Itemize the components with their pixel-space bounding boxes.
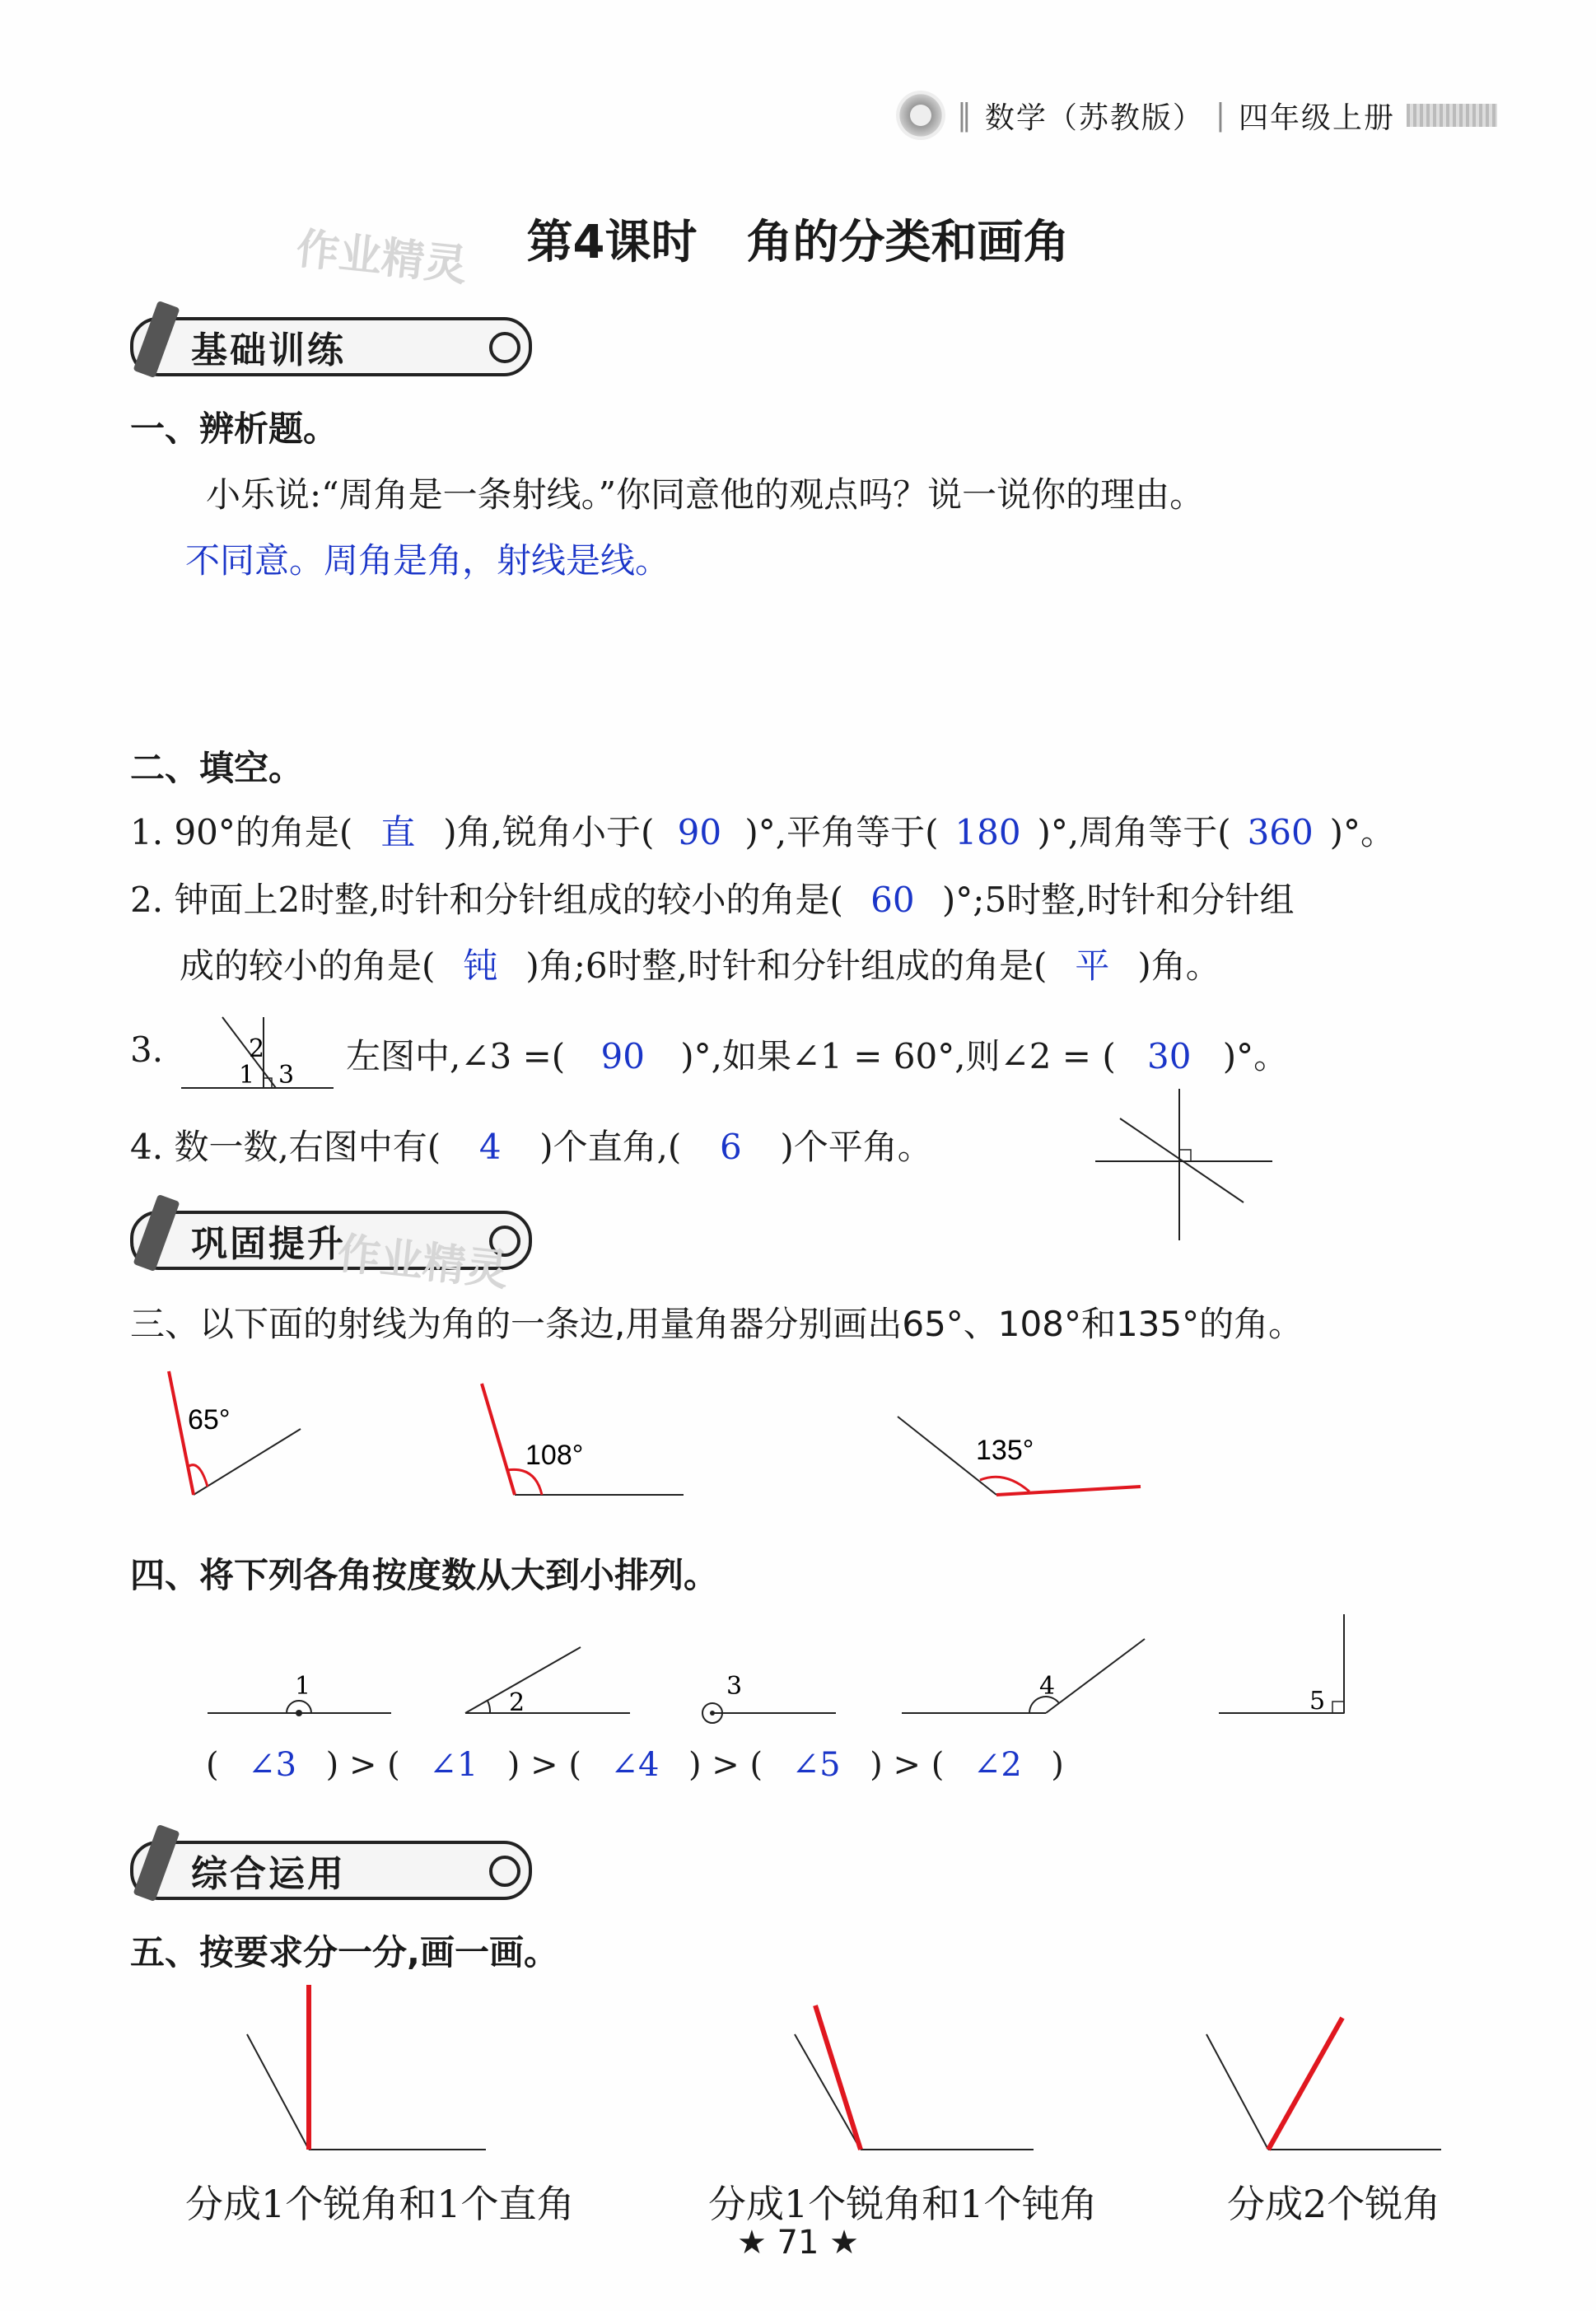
pencil-icon [133, 1194, 180, 1272]
paren: ( [749, 1746, 763, 1784]
gt-sign: > [893, 1746, 921, 1784]
drawn-ray [482, 1384, 515, 1495]
item-number: 4. [130, 1127, 164, 1167]
text: 左图中,∠3 =( [346, 1036, 566, 1076]
answer-blank: ∠1 [429, 1746, 478, 1784]
q1-heading: 一、辨析题。 [130, 409, 338, 449]
angle-label: 1 [239, 1061, 255, 1090]
angle-label: 65° [188, 1404, 231, 1436]
header-divider: ‖ [956, 98, 973, 133]
paren: ) [325, 1746, 339, 1784]
gt-sign: > [530, 1746, 558, 1784]
ring-icon [489, 332, 520, 363]
answer-blank: 30 [1147, 1036, 1192, 1076]
text: )个平角。 [780, 1127, 932, 1167]
text: )°,如果∠1 = 60°,则∠2 = ( [680, 1036, 1116, 1076]
answer-blank: 180 [954, 812, 1021, 852]
angle-label: 3 [278, 1061, 295, 1090]
header-grade: 四年级上册 [1238, 100, 1395, 135]
pencil-icon [133, 1824, 180, 1902]
answer-blank: 直 [380, 812, 416, 852]
paren: ( [206, 1746, 219, 1784]
text: )角。 [1137, 945, 1220, 986]
answer-blank: ∠5 [791, 1746, 841, 1784]
q1-answer: 不同意。周角是角，射线是线。 [185, 540, 670, 581]
angle-label: 2 [509, 1688, 525, 1717]
gt-sign: > [348, 1746, 377, 1784]
answer-blank: 60 [870, 880, 915, 920]
vertex-dot [710, 1711, 715, 1716]
answer-blank: ∠4 [610, 1746, 660, 1784]
answer-blank: 平 [1075, 945, 1110, 986]
page-title [0, 206, 1596, 272]
angle-label: 135° [976, 1435, 1034, 1466]
q2-item2-line2 [180, 939, 1220, 988]
lesson-topic: 角的分类和画角 [746, 216, 1070, 269]
figure-line [1046, 1639, 1145, 1713]
watermark: 作业精灵 [334, 1229, 511, 1296]
given-ray [194, 1429, 301, 1495]
q4-heading: 四、将下列各角按度数从大到小排列。 [130, 1555, 719, 1595]
text: )°,平角等于( [744, 812, 939, 852]
q3-figures [132, 1355, 1244, 1520]
text: 成的较小的角是( [180, 945, 436, 986]
text: )°;5时整,时针和分针组 [941, 880, 1295, 920]
paren: ( [387, 1746, 400, 1784]
angle-label: 3 [726, 1672, 743, 1701]
gt-sign: > [712, 1746, 740, 1784]
drawn-ray [815, 2005, 861, 2150]
angle-label: 108° [525, 1440, 584, 1471]
q1-question: 小乐说:“周角是一条射线。”你同意他的观点吗？说一说你的理由。 [206, 474, 1205, 515]
drawn-ray [996, 1487, 1141, 1495]
right-angle-mark [1332, 1702, 1344, 1713]
text: 90°的角是( [174, 812, 353, 852]
text: )个直角,( [539, 1127, 682, 1167]
q5-caption-3: 分成2个锐角 [1227, 2182, 1441, 2226]
q2-item2-line1 [130, 873, 1295, 922]
sun-logo-icon [896, 91, 945, 140]
header-bar [1407, 104, 1497, 127]
q4-order-row [206, 1746, 1064, 1784]
q5-figures [239, 1977, 1474, 2174]
text: 钟面上2时整,时针和分针组成的较小的角是( [174, 880, 843, 920]
angle-arc [980, 1477, 1029, 1492]
paren: ) [688, 1746, 702, 1784]
text: )角;6时整,时针和分针组成的角是( [525, 945, 1048, 986]
item-number: 2. [130, 880, 164, 920]
q2-item1 [130, 805, 1395, 855]
page-header [896, 91, 1497, 140]
text: )°,周角等于( [1037, 812, 1231, 852]
angle-label: 4 [1039, 1672, 1056, 1701]
paren: ( [931, 1746, 945, 1784]
given-ray [247, 2034, 309, 2150]
lesson-number: 第4课时 [526, 216, 698, 269]
paren: ) [1051, 1746, 1064, 1784]
header-subject: 数学（苏教版） [984, 100, 1204, 135]
header-divider: | [1215, 98, 1227, 133]
q2-heading: 二、填空。 [130, 748, 304, 788]
q2-item3-text [346, 1029, 1288, 1079]
section-banner-apply [130, 1841, 532, 1900]
q2-item4-figure [1087, 1087, 1276, 1244]
vertex-dot [296, 1710, 302, 1716]
item-number: 1. [130, 812, 164, 852]
q2-item3-figure [173, 1009, 338, 1091]
text: 数一数,右图中有( [174, 1127, 441, 1167]
section-title: 基础训练 [191, 329, 346, 371]
answer-blank: 360 [1247, 812, 1314, 852]
answer-blank: 4 [478, 1127, 502, 1167]
q3-heading: 三、以下面的射线为角的一条边,用量角器分别画出65°、108°和135°的角。 [130, 1304, 1304, 1344]
section-banner-basic [130, 317, 532, 376]
watermark: 作业精灵 [293, 224, 470, 292]
drawn-ray [1268, 2018, 1342, 2150]
answer-blank: ∠3 [248, 1746, 297, 1784]
q5-heading: 五、按要求分一分,画一画。 [130, 1932, 558, 1973]
answer-blank: 6 [719, 1127, 742, 1167]
paren: ) [870, 1746, 883, 1784]
angle-label: 2 [249, 1034, 265, 1063]
q5-caption-1: 分成1个锐角和1个直角 [185, 2182, 575, 2226]
q4-figures [206, 1635, 1359, 1725]
answer-blank: 90 [677, 812, 722, 852]
given-ray [1206, 2034, 1268, 2150]
answer-blank: 钝 [463, 945, 498, 986]
text: )°。 [1329, 812, 1396, 852]
text: )角,锐角小于( [443, 812, 655, 852]
paren: ) [506, 1746, 520, 1784]
section-title: 巩固提升 [191, 1223, 346, 1265]
q5-caption-2: 分成1个锐角和1个钝角 [708, 2182, 1098, 2226]
pencil-icon [133, 301, 180, 378]
angle-arc [488, 1701, 490, 1713]
angle-label: 1 [295, 1672, 311, 1701]
q2-item4 [130, 1120, 932, 1170]
answer-blank: 90 [600, 1036, 645, 1076]
page-number: ★ 71 ★ [736, 2224, 860, 2262]
ring-icon [489, 1856, 520, 1887]
answer-blank: ∠2 [973, 1746, 1022, 1784]
text: )°。 [1222, 1036, 1289, 1076]
angle-label: 5 [1309, 1687, 1326, 1716]
section-title: 综合运用 [191, 1853, 346, 1895]
paren: ( [568, 1746, 581, 1784]
q2-item3-number: 3. [130, 1029, 164, 1070]
